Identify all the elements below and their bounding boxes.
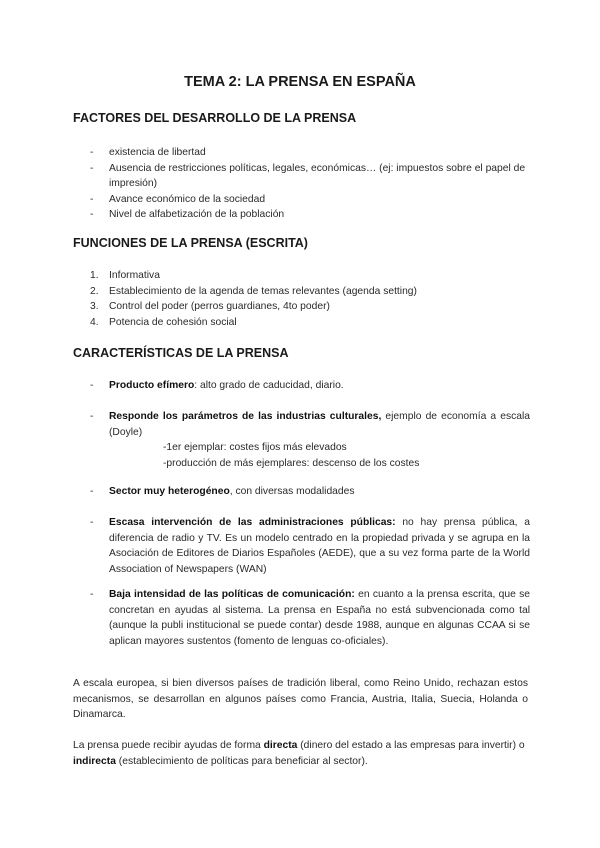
list-item: 4. Potencia de cohesión social bbox=[90, 316, 237, 328]
list-item: 3. Control del poder (perros guardianes, 4to poder) bbox=[90, 301, 330, 312]
caracteristica-item: - Producto efímero: alto grado de caducidad, diario. bbox=[90, 380, 344, 391]
list-item: - Ausencia de restricciones políticas, legales, económicas… (ej: impuestos sobre el papel de impresión) bbox=[90, 162, 526, 189]
section-heading-funciones: FUNCIONES DE LA PRENSA (ESCRITA) bbox=[73, 236, 308, 250]
list-item: - Nivel de alfabetización de la población bbox=[90, 209, 285, 220]
paragraph-europa: A escala europea, si bien diversos países de tradición liberal, como Reino Unido, rechazan estos mecanismos, se desarrollan en algunos países como Francia, Austria, Italia, Suecia, Holanda o Dinamarca. bbox=[73, 678, 528, 720]
list-item: - existencia de libertad bbox=[90, 147, 206, 158]
caracteristica-item: - Escasa intervención de las administraciones públicas: no hay prensa pública, a diferencia de radio y TV. Es un modelo centrado en la propiedad privada y se agrupa en la Asociación de Editores de Diarios Españoles (AEDE), que a su vez forma parte de la World Association of Newspapers (WAN) bbox=[90, 517, 530, 575]
paragraph-ayudas: La prensa puede recibir ayudas de forma directa (dinero del estado a las empresas para invertir) o indirecta (establecimiento de políticas para beneficiar al sector). bbox=[73, 740, 525, 767]
funciones-list bbox=[90, 268, 530, 330]
caracteristica-item: - Responde los parámetros de las industrias culturales, ejemplo de economía a escala (Doyle) -1er ejemplar: costes fijos más elevados -producción de más ejemplares: descenso de los costes bbox=[90, 411, 530, 469]
page-title: TEMA 2: LA PRENSA EN ESPAÑA bbox=[184, 74, 416, 90]
list-item: - Avance económico de la sociedad bbox=[90, 193, 266, 205]
list-item: 1. Informativa bbox=[90, 270, 160, 281]
factores-list bbox=[90, 145, 530, 223]
caracteristica-item: - Baja intensidad de las políticas de comunicación: en cuanto a la prensa escrita, que se concretan en ayudas al sistema. La prensa en España no está subvencionada como tal (aunque la publi institucional se puede contar) desde 1988, aunque en algunas CCAA si se aplican mayores sustentos (fomento de lenguas co-oficiales). bbox=[90, 589, 530, 647]
list-item: 2. Establecimiento de la agenda de temas relevantes (agenda setting) bbox=[90, 285, 417, 297]
section-heading-caracteristicas: CARACTERÍSTICAS DE LA PRENSA bbox=[73, 346, 289, 360]
section-heading-factores: FACTORES DEL DESARROLLO DE LA PRENSA bbox=[73, 111, 357, 125]
caracteristica-item: - Sector muy heterogéneo, con diversas modalidades bbox=[90, 486, 355, 497]
